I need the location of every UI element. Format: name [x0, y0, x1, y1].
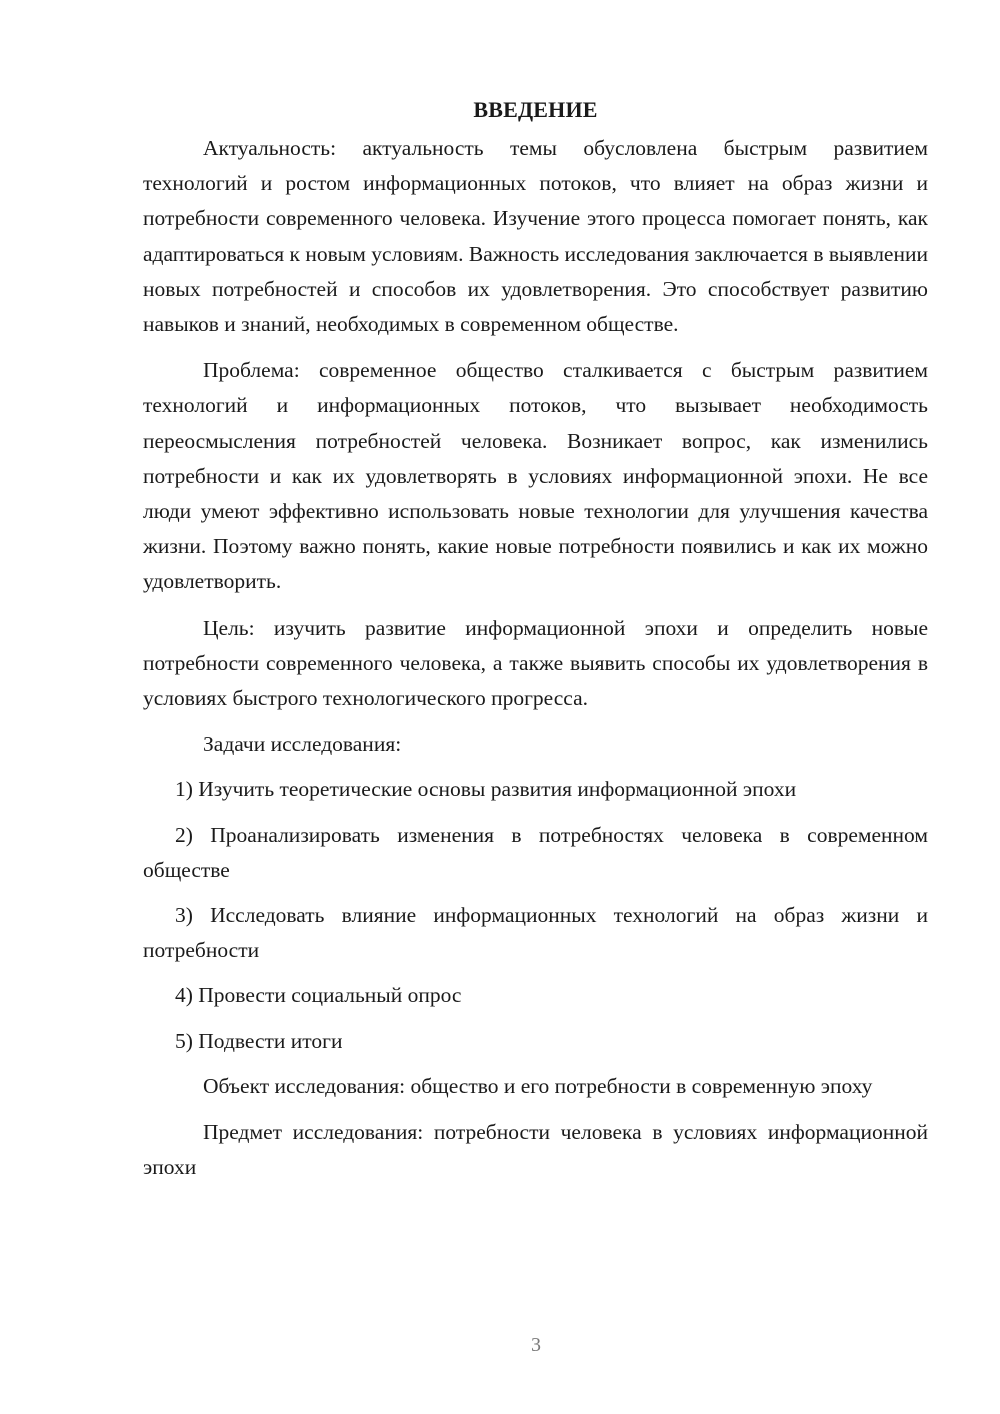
- task-item-5: 5) Подвести итоги: [175, 1028, 343, 1053]
- task-item-2: 2) Проанализировать изменения в потребностях человека в современном обществе: [143, 822, 928, 882]
- tasks-heading: Задачи исследования:: [203, 732, 402, 757]
- page-title: ВВЕДЕНИЕ: [473, 97, 598, 122]
- paragraph-relevance: Актуальность: актуальность темы обусловлена быстрым развитием технологий и ростом информационных потоков, что влияет на образ жизни и потребности современного человека. Изучение этого процесса помогает понять, как адаптироваться к новым условиям. Важность исследования заключается в выявлении новых потребностей и способов их удовлетворения. Это способствует развитию навыков и знаний, необходимых в современном обществе.: [143, 136, 928, 337]
- task-item-1: 1) Изучить теоретические основы развития информационной эпохи: [175, 777, 797, 802]
- paragraph-problem: Проблема: современное общество сталкивается с быстрым развитием технологий и информационных потоков, что вызывает необходимость переосмысления потребностей человека. Возникает вопрос, как изменились потребности и как их удовлетворять в условиях информационной эпохи. Не все люди умеют эффективно использовать новые технологии для улучшения качества жизни. Поэтому важно понять, какие новые потребности появились и как их можно удовлетворить.: [143, 358, 928, 594]
- paragraph-object: Объект исследования: общество и его потребности в современную эпоху: [203, 1073, 873, 1098]
- paragraph-subject: Предмет исследования: потребности человека в условиях информационной эпохи: [143, 1120, 928, 1180]
- page-number: 3: [531, 1334, 541, 1356]
- tasks-list: [143, 772, 928, 1058]
- task-item-3: 3) Исследовать влияние информационных технологий на образ жизни и потребности: [143, 903, 928, 963]
- paragraph-goal: Цель: изучить развитие информационной эпохи и определить новые потребности современного человека, а также выявить способы их удовлетворения в условиях быстрого технологического прогресса.: [143, 615, 928, 711]
- task-item-4: 4) Провести социальный опрос: [175, 983, 462, 1008]
- document-page: [143, 92, 928, 1196]
